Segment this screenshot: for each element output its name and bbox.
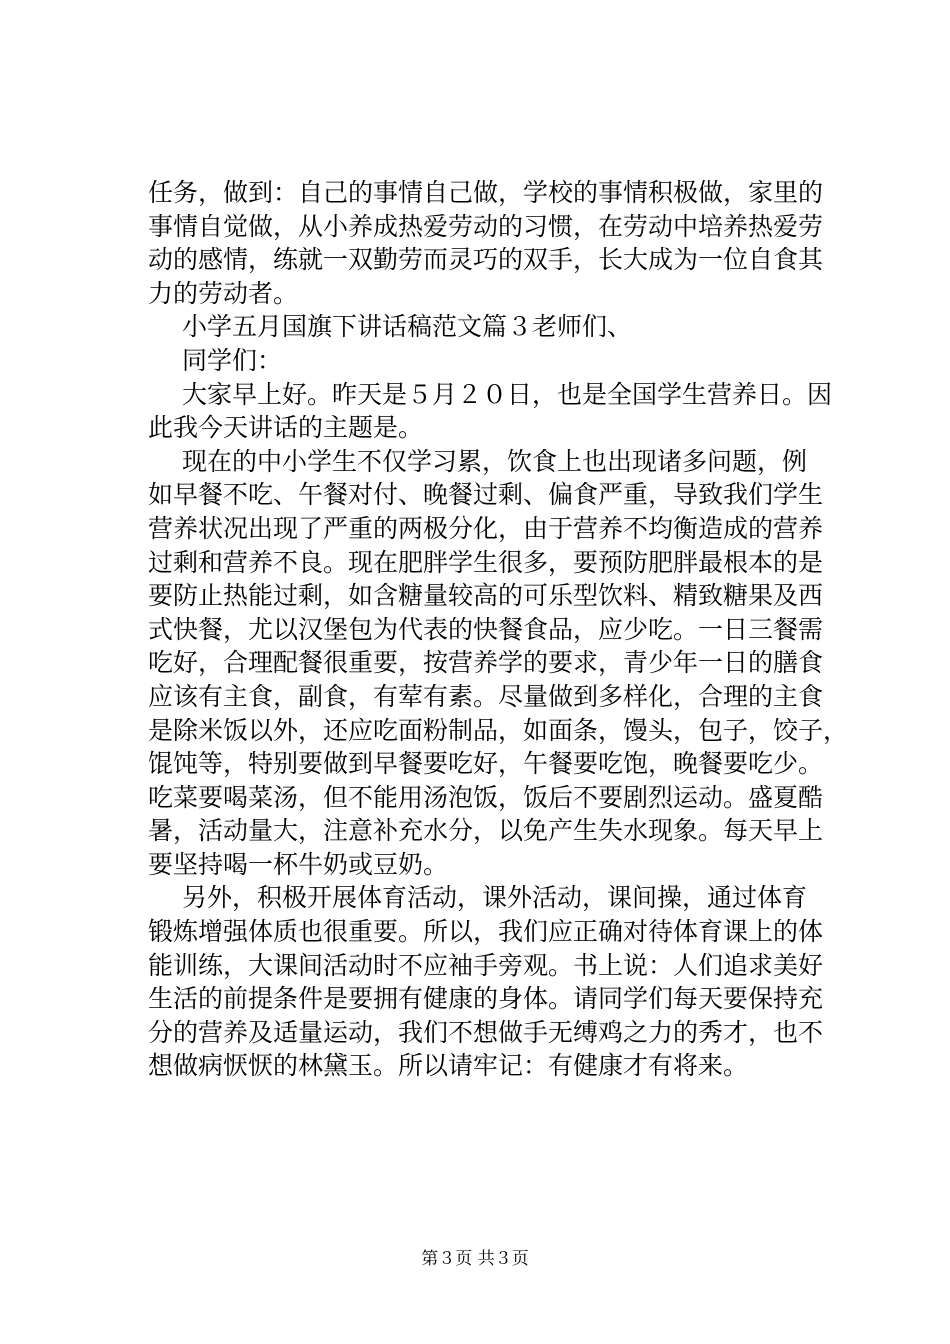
text-line: 力的劳动者。 — [148, 278, 299, 308]
text-line: 大家早上好。昨天是５月２０日，也是全国学生营养日。因 — [182, 379, 833, 409]
document-body — [148, 176, 848, 1083]
text-line: 应该有主食，副食，有荤有素。尽量做到多样化，合理的主食 — [148, 681, 824, 711]
text-line: 暑，活动量大，注意补充水分，以免产生失水现象。每天早上 — [148, 816, 824, 846]
text-line: 过剩和营养不良。现在肥胖学生很多，要预防肥胖最根本的是 — [148, 547, 824, 577]
text-line: 要坚持喝一杯牛奶或豆奶。 — [148, 849, 449, 879]
text-line: 要防止热能过剩，如含糖量较高的可乐型饮料、精致糖果及西 — [148, 581, 824, 611]
text-line: 吃菜要喝菜汤，但不能用汤泡饭，饭后不要剧烈运动。盛夏酷 — [148, 782, 824, 812]
text-line: 动的感情，练就一双勤劳而灵巧的双手，长大成为一位自食其 — [148, 245, 824, 275]
text-line: 如早餐不吃、午餐对付、晚餐过剩、偏食严重，导致我们学生 — [148, 480, 824, 510]
text-line: 吃好，合理配餐很重要，按营养学的要求，青少年一日的膳食 — [148, 648, 824, 678]
text-line: 想做病恹恹的林黛玉。所以请牢记：有健康才有将来。 — [148, 1051, 749, 1081]
text-line: 小学五月国旗下讲话稿范文篇３老师们、 — [182, 312, 633, 342]
text-line: 分的营养及适量运动，我们不想做手无缚鸡之力的秀才，也不 — [148, 1017, 824, 1047]
text-line: 生活的前提条件是要拥有健康的身体。请同学们每天要保持充 — [148, 984, 824, 1014]
text-line: 锻炼增强体质也很重要。所以，我们应正确对待体育课上的体 — [148, 917, 824, 947]
text-line: 式快餐，尤以汉堡包为代表的快餐食品，应少吃。一日三餐需 — [148, 614, 824, 644]
text-line: 同学们： — [182, 345, 283, 375]
text-line: 能训练，大课间活动时不应袖手旁观。书上说：人们追求美好 — [148, 950, 824, 980]
text-line: 事情自觉做，从小养成热爱劳动的习惯，在劳动中培养热爱劳 — [148, 211, 824, 241]
text-line: 另外，积极开展体育活动，课外活动，课间操，通过体育 — [182, 883, 808, 913]
text-line: 营养状况出现了严重的两极分化，由于营养不均衡造成的营养 — [148, 513, 824, 543]
text-line: 此我今天讲话的主题是。 — [148, 413, 424, 443]
text-line: 任务，做到：自己的事情自己做，学校的事情积极做，家里的 — [148, 178, 824, 207]
page-footer: 第３页 共３页 — [421, 1249, 529, 1269]
text-line: 馄饨等，特别要做到早餐要吃好，午餐要吃饱，晚餐要吃少。 — [148, 749, 824, 779]
text-line: 现在的中小学生不仅学习累，饮食上也出现诸多问题，例 — [182, 446, 808, 476]
text-line: 是除米饭以外，还应吃面粉制品，如面条，馒头，包子，饺子， — [148, 715, 849, 745]
